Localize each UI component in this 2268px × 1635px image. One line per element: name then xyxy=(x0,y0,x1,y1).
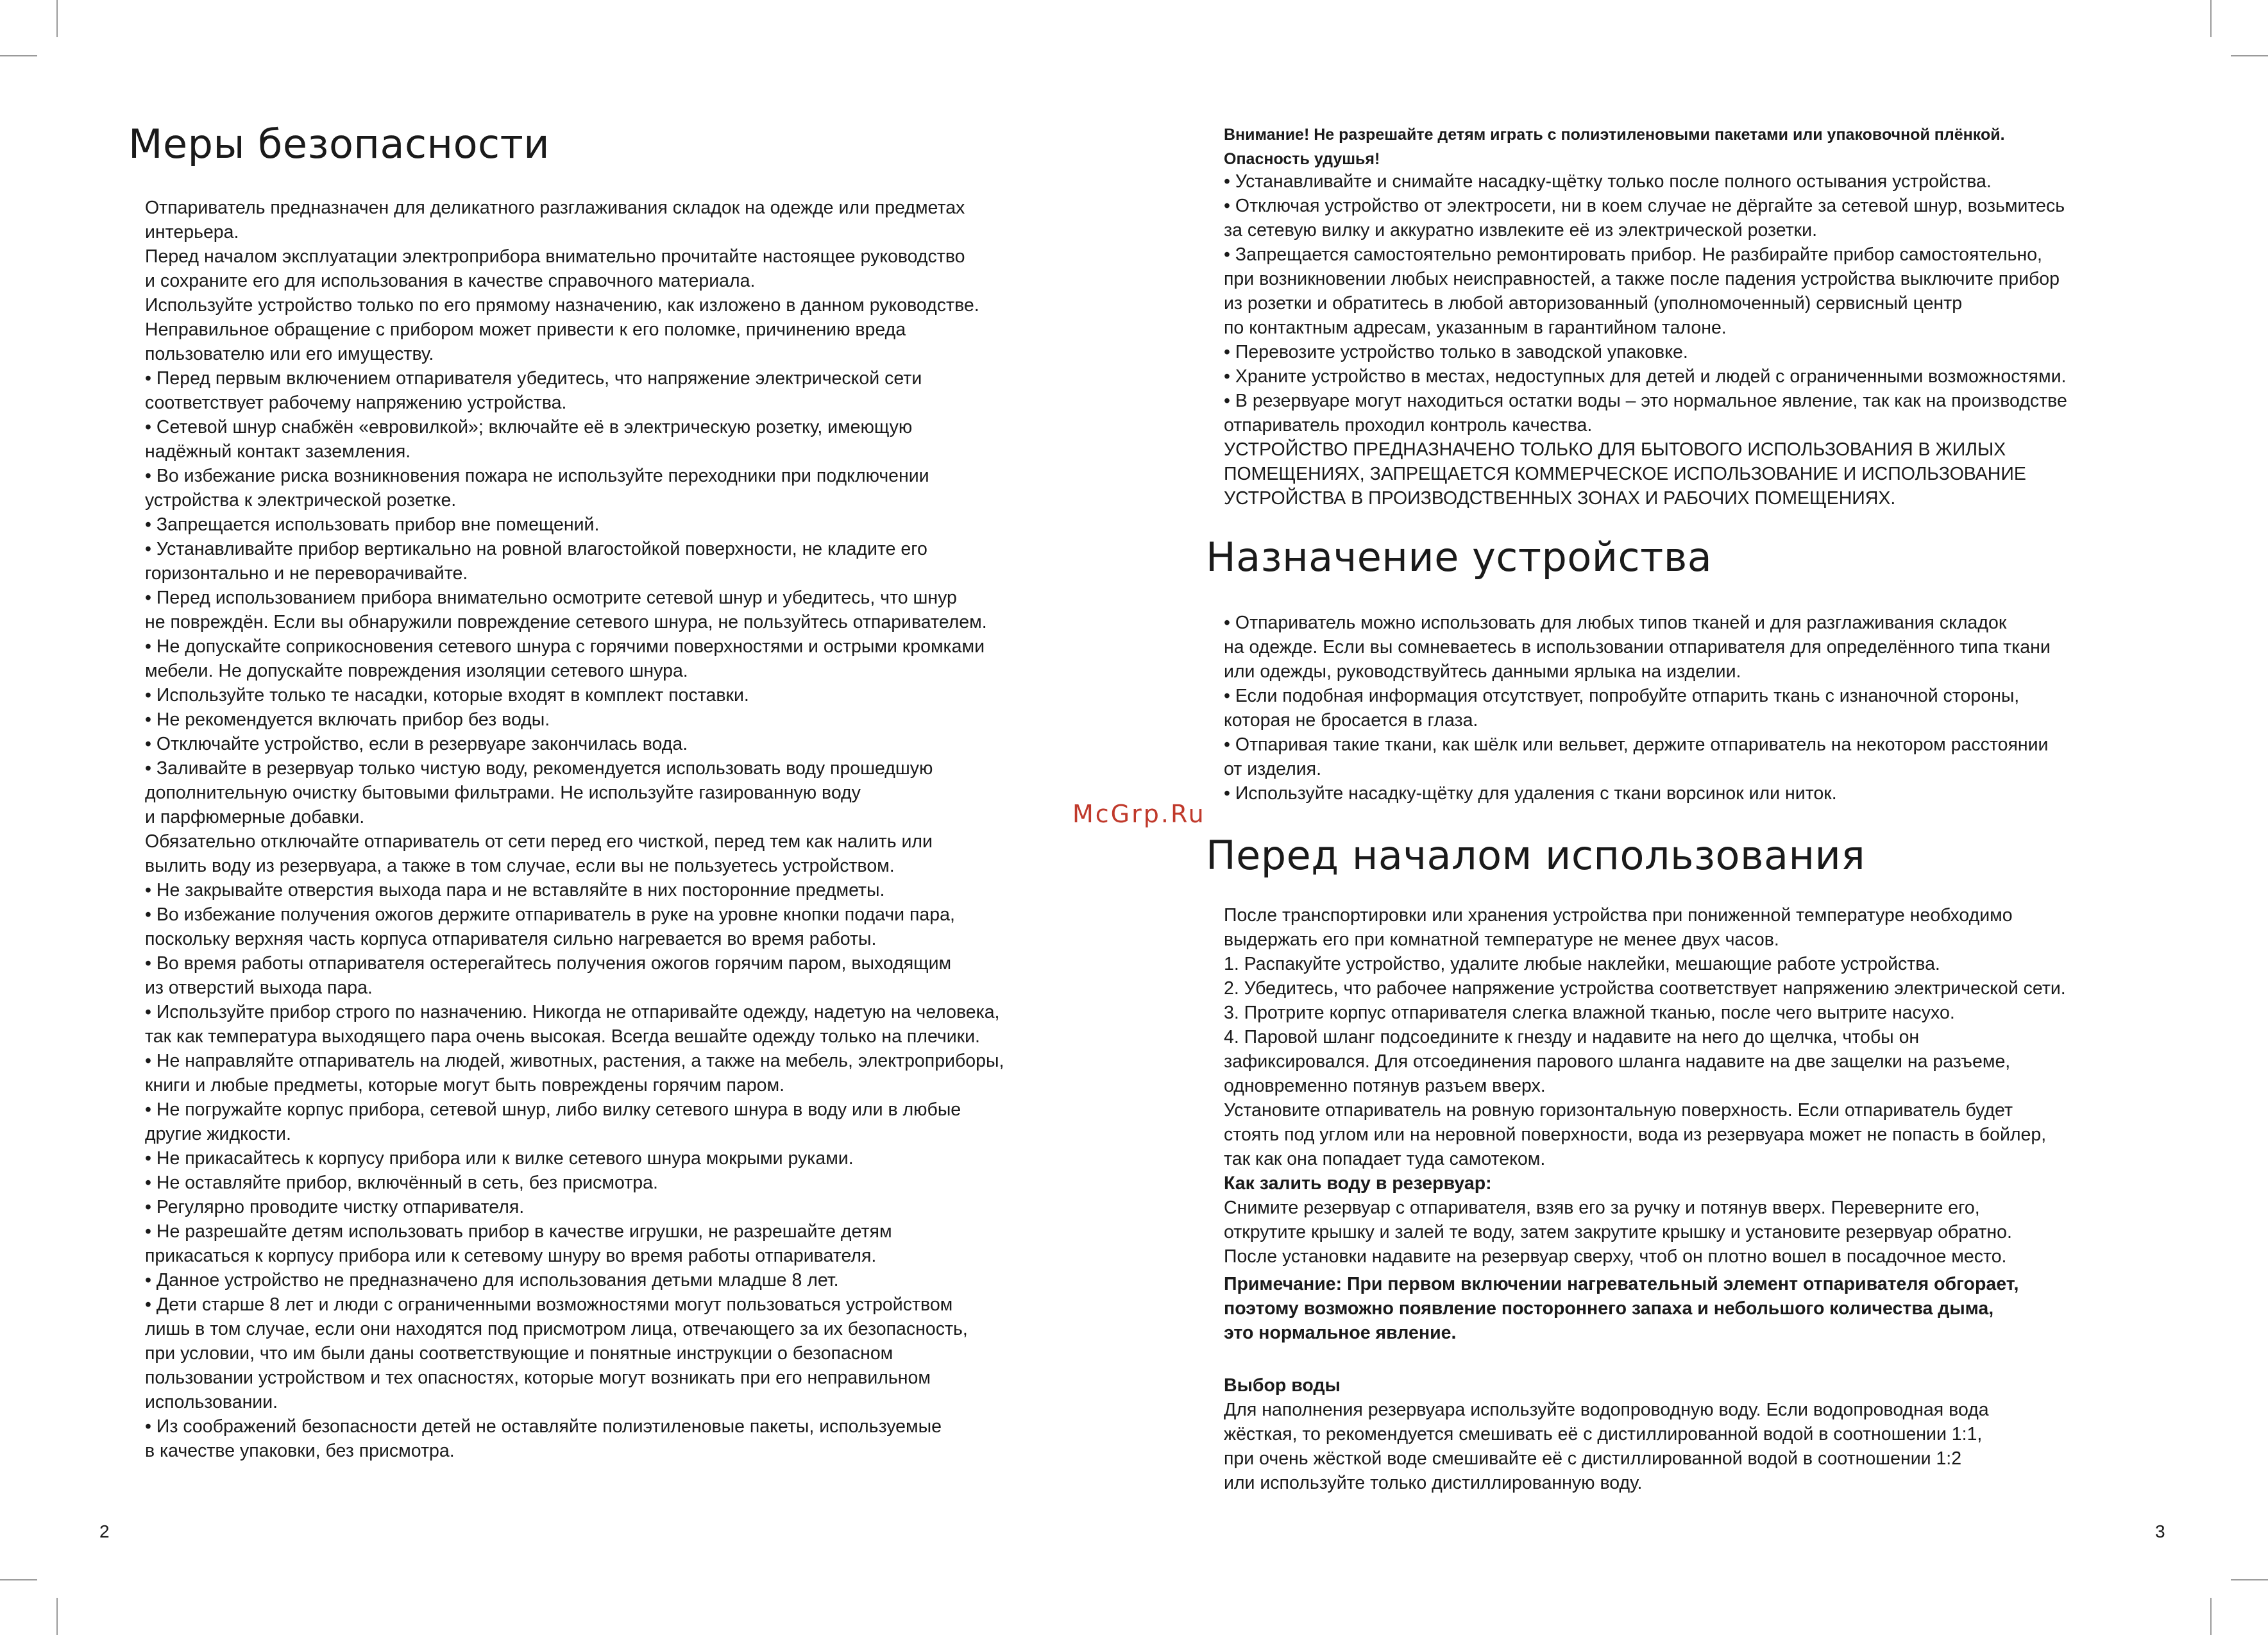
crop-mark xyxy=(2210,0,2212,37)
text-line: • Используйте прибор строго по назначению. Никогда не отпаривайте одежду, надетую на человека, xyxy=(145,1002,1000,1022)
text-line: 2. Убедитесь, что рабочее напряжение устройства соответствует напряжению электрической сети. xyxy=(1224,978,2066,999)
text-line: Неправильное обращение с прибором может привести к его поломке, причинению вреда xyxy=(145,319,906,340)
text-line: • Перед первым включением отпаривателя убедитесь, что напряжение электрической сети xyxy=(145,368,922,389)
crop-mark xyxy=(56,0,58,37)
page-number-right: 3 xyxy=(2155,1521,2165,1541)
text-line: дополнительную очистку бытовыми фильтрами. Не используйте газированную воду xyxy=(145,783,861,803)
crop-mark xyxy=(0,1579,37,1580)
text-line: • Устанавливайте и снимайте насадку-щётку только после полного остывания устройства. xyxy=(1224,171,1992,192)
warning-line: Опасность удушья! xyxy=(1224,150,1380,168)
text-line: • Не погружайте корпус прибора, сетевой шнур, либо вилку сетевого шнура в воду или в любые xyxy=(145,1099,961,1120)
text-line: которая не бросается в глаза. xyxy=(1224,710,1478,731)
text-line: Используйте устройство только по его прямому назначению, как изложено в данном руководстве. xyxy=(145,295,979,316)
text-line: жёсткая, то рекомендуется смешивать её с дистиллированной водой в соотношении 1:1, xyxy=(1224,1424,1983,1444)
text-line: • Отпариватель можно использовать для любых типов тканей и для разглаживания складок xyxy=(1224,613,2007,633)
text-line: После транспортировки или хранения устройства при пониженной температуре необходимо xyxy=(1224,905,2013,926)
text-line: • Заливайте в резервуар только чистую воду, рекомендуется использовать воду прошедшую xyxy=(145,758,933,779)
text-line: соответствует рабочему напряжению устройства. xyxy=(145,393,567,413)
text-line: по контактным адресам, указанным в гарантийном талоне. xyxy=(1224,318,1727,338)
text-line: • Храните устройство в местах, недоступных для детей и людей с ограниченными возможностями. xyxy=(1224,366,2067,387)
note-line: это нормальное явление. xyxy=(1224,1323,1457,1343)
text-line: • Отключая устройство от электросети, ни в коем случае не дёргайте за сетевой шнур, возьмитесь xyxy=(1224,196,2065,216)
text-line: Обязательно отключайте отпариватель от сети перед его чисткой, перед тем как налить или xyxy=(145,831,933,852)
crop-mark xyxy=(2231,55,2268,56)
section-title-purpose: Назначение устройства xyxy=(1206,534,1713,580)
text-line: • Запрещается использовать прибор вне помещений. xyxy=(145,514,600,535)
text-line: • Отпаривая такие ткани, как шёлк или вельвет, держите отпариватель на некотором расстоянии xyxy=(1224,734,2049,755)
text-line: • Из соображений безопасности детей не оставляйте полиэтиленовые пакеты, используемые xyxy=(145,1416,942,1437)
warning-line: Внимание! Не разрешайте детям играть с полиэтиленовыми пакетами или упаковочной плёнкой. xyxy=(1224,126,2005,144)
text-line: • Если подобная информация отсутствует, попробуйте отпарить ткань с изнаночной стороны, xyxy=(1224,686,2020,706)
text-line: другие жидкости. xyxy=(145,1124,291,1144)
warning-text xyxy=(1224,123,2005,171)
text-line: мебели. Не допускайте повреждения изоляции сетевого шнура. xyxy=(145,661,688,681)
text-line: 3. Протрите корпус отпаривателя слегка влажной тканью, после чего вытрите насухо. xyxy=(1224,1003,1955,1023)
text-line: прикасаться к корпусу прибора или к сетевому шнуру во время работы отпаривателя. xyxy=(145,1246,877,1266)
text-line: так как температура выходящего пара очень высокая. Всегда вешайте одежду только на плечики. xyxy=(145,1026,980,1047)
text-line: • Сетевой шнур снабжён «евровилкой»; включайте её в электрическую розетку, имеющую xyxy=(145,417,913,437)
text-line: от изделия. xyxy=(1224,759,1321,779)
text-line: • Перед использованием прибора внимательно осмотрите сетевой шнур и убедитесь, что шнур xyxy=(145,588,957,608)
text-line: и парфюмерные добавки. xyxy=(145,807,365,827)
crop-mark xyxy=(0,55,37,56)
text-line: • Не разрешайте детям использовать прибор в качестве игрушки, не разрешайте детям xyxy=(145,1221,892,1242)
safety-text-continued xyxy=(1224,169,2067,511)
note-line: поэтому возможно появление постороннего запаха и небольшого количества дыма, xyxy=(1224,1298,1994,1319)
crop-mark xyxy=(56,1598,58,1635)
text-line: ПОМЕЩЕНИЯХ, ЗАПРЕЩАЕТСЯ КОММЕРЧЕСКОЕ ИСПОЛЬЗОВАНИЕ И ИСПОЛЬЗОВАНИЕ xyxy=(1224,464,2026,484)
text-line: вылить воду из резервуара, а также в том случае, если вы не пользуетесь устройством. xyxy=(145,856,895,876)
text-line: 1. Распакуйте устройство, удалите любые наклейки, мешающие работе устройства. xyxy=(1224,954,1940,974)
text-line: так как она попадает туда самотеком. xyxy=(1224,1149,1546,1169)
text-line: • Дети старше 8 лет и люди с ограниченными возможностями могут пользоваться устройством xyxy=(145,1294,953,1315)
text-line: или используйте только дистиллированную воду. xyxy=(1224,1473,1643,1493)
water-choice-text xyxy=(1224,1373,1989,1495)
text-line: стоять под углом или на неровной поверхности, вода из резервуара может не попасть в бойлер, xyxy=(1224,1124,2047,1145)
text-line: • Во избежание риска возникновения пожара не используйте переходники при подключении xyxy=(145,466,929,486)
text-line: зафиксировался. Для отсоединения парового шланга надавите на две защелки на разъеме, xyxy=(1224,1051,2011,1072)
text-line: • Не закрывайте отверстия выхода пара и не вставляйте в них посторонние предметы. xyxy=(145,880,885,901)
text-line: • Во время работы отпаривателя остерегайтесь получения ожогов горячим паром, выходящим xyxy=(145,953,952,974)
text-line: и сохраните его для использования в качестве справочного материала. xyxy=(145,271,756,291)
text-line: из розетки и обратитесь в любой авторизованный (уполномоченный) сервисный центр xyxy=(1224,293,1963,314)
before-use-text xyxy=(1224,903,2066,1269)
subheading-fill-water: Как залить воду в резервуар: xyxy=(1224,1173,1492,1194)
text-line: на одежде. Если вы сомневаетесь в использовании отпаривателя для определённого типа ткани xyxy=(1224,637,2051,657)
text-line: УСТРОЙСТВА В ПРОИЗВОДСТВЕННЫХ ЗОНАХ И РАБОЧИХ ПОМЕЩЕНИЯХ. xyxy=(1224,488,1896,509)
text-line: • Перевозите устройство только в заводской упаковке. xyxy=(1224,342,1688,362)
page-number-left: 2 xyxy=(99,1521,110,1541)
text-line: • Не направляйте отпариватель на людей, животных, растения, а также на мебель, электроприборы, xyxy=(145,1051,1004,1071)
text-line: пользовании устройством и тех опасностях, которые могут возникать при его неправильном xyxy=(145,1368,931,1388)
text-line: Снимите резервуар с отпаривателя, взяв его за ручку и потянув вверх. Переверните его, xyxy=(1224,1198,1980,1218)
text-line: за сетевую вилку и аккуратно извлеките её из электрической розетки. xyxy=(1224,220,1817,241)
text-line: одновременно потянув разъем вверх. xyxy=(1224,1076,1546,1096)
text-line: лишь в том случае, если они находятся под присмотром лица, отвечающего за их безопасность, xyxy=(145,1319,968,1339)
section-title-before-use: Перед началом использования xyxy=(1206,832,1866,879)
text-line: поскольку верхняя часть корпуса отпаривателя сильно нагревается во время работы. xyxy=(145,929,877,949)
text-line: • Запрещается самостоятельно ремонтировать прибор. Не разбирайте прибор самостоятельно, xyxy=(1224,244,2042,265)
text-line: 4. Паровой шланг подсоедините к гнезду и надавите на него до щелчка, чтобы он xyxy=(1224,1027,1920,1047)
text-line: • Данное устройство не предназначено для использования детьми младше 8 лет. xyxy=(145,1270,839,1291)
subheading-water-choice: Выбор воды xyxy=(1224,1375,1341,1396)
note-line: Примечание: При первом включении нагревательный элемент отпаривателя обгорает, xyxy=(1224,1274,2019,1294)
text-line: не повреждён. Если вы обнаружили повреждение сетевого шнура, не пользуйтесь отпаривателем. xyxy=(145,612,987,632)
text-line: • Не прикасайтесь к корпусу прибора или к вилке сетевого шнура мокрыми руками. xyxy=(145,1148,854,1169)
text-line: при условии, что им были даны соответствующие и понятные инструкции о безопасном xyxy=(145,1343,893,1364)
text-line: устройства к электрической розетке. xyxy=(145,490,457,511)
text-line: Перед началом эксплуатации электроприбора внимательно прочитайте настоящее руководство xyxy=(145,246,965,267)
text-line: при возникновении любых неисправностей, а также после падения устройства выключите прибор xyxy=(1224,269,2060,289)
text-line: интерьера. xyxy=(145,222,239,242)
text-line: выдержать его при комнатной температуре не менее двух часов. xyxy=(1224,929,1779,950)
safety-text xyxy=(145,196,1004,1487)
text-line: надёжный контакт заземления. xyxy=(145,441,411,462)
page-title-safety: Меры безопасности xyxy=(128,121,550,167)
text-line: • Устанавливайте прибор вертикально на ровной влагостойкой поверхности, не кладите его xyxy=(145,539,927,559)
note-text xyxy=(1224,1272,2018,1345)
crop-mark xyxy=(2231,1579,2268,1580)
watermark: McGrp.Ru xyxy=(1072,800,1206,828)
text-line: • В резервуаре могут находиться остатки воды – это нормальное явление, так как на производстве xyxy=(1224,391,2067,411)
text-line: из отверстий выхода пара. xyxy=(145,978,373,998)
text-line: • Отключайте устройство, если в резервуаре закончилась вода. xyxy=(145,734,688,754)
text-line: Установите отпариватель на ровную горизонтальную поверхность. Если отпариватель будет xyxy=(1224,1100,2013,1121)
text-line: Отпариватель предназначен для деликатного разглаживания складок на одежде или предметах xyxy=(145,198,965,218)
text-line: пользователю или его имуществу. xyxy=(145,344,434,364)
text-line: при очень жёсткой воде смешивайте её с дистиллированной водой в соотношении 1:2 xyxy=(1224,1448,1962,1469)
text-line: • Не оставляйте прибор, включённый в сеть, без присмотра. xyxy=(145,1173,658,1193)
text-line: Для наполнения резервуара используйте водопроводную воду. Если водопроводная вода xyxy=(1224,1400,1989,1420)
text-line: • Во избежание получения ожогов держите отпариватель в руке на уровне кнопки подачи пара, xyxy=(145,904,955,925)
crop-mark xyxy=(2210,1598,2212,1635)
text-line: в качестве упаковки, без присмотра. xyxy=(145,1441,455,1461)
text-line: • Не допускайте соприкосновения сетевого шнура с горячими поверхностями и острыми кромками xyxy=(145,636,985,657)
purpose-text xyxy=(1224,611,2051,806)
text-line: После установки надавите на резервуар сверху, чтоб он плотно вошел в посадочное место. xyxy=(1224,1246,2007,1267)
text-line: книги и любые предметы, которые могут быть повреждены горячим паром. xyxy=(145,1075,785,1096)
text-line: УСТРОЙСТВО ПРЕДНАЗНАЧЕНО ТОЛЬКО ДЛЯ БЫТОВОГО ИСПОЛЬЗОВАНИЯ В ЖИЛЫХ xyxy=(1224,439,2006,460)
text-line: отпариватель проходил контроль качества. xyxy=(1224,415,1593,436)
text-line: • Регулярно проводите чистку отпаривателя. xyxy=(145,1197,525,1217)
text-line: • Используйте насадку-щётку для удаления с ткани ворсинок или ниток. xyxy=(1224,783,1837,804)
text-line: • Используйте только те насадки, которые входят в комплект поставки. xyxy=(145,685,749,706)
text-line xyxy=(145,1463,1004,1487)
text-line: горизонтально и не переворачивайте. xyxy=(145,563,468,584)
text-line: использовании. xyxy=(145,1392,278,1412)
text-line: открутите крышку и залей те воду, затем закрутите крышку и установите резервуар обратно. xyxy=(1224,1222,2012,1242)
text-line: или одежды, руководствуйтесь данными ярлыка на изделии. xyxy=(1224,661,1741,682)
text-line: • Не рекомендуется включать прибор без воды. xyxy=(145,709,550,730)
